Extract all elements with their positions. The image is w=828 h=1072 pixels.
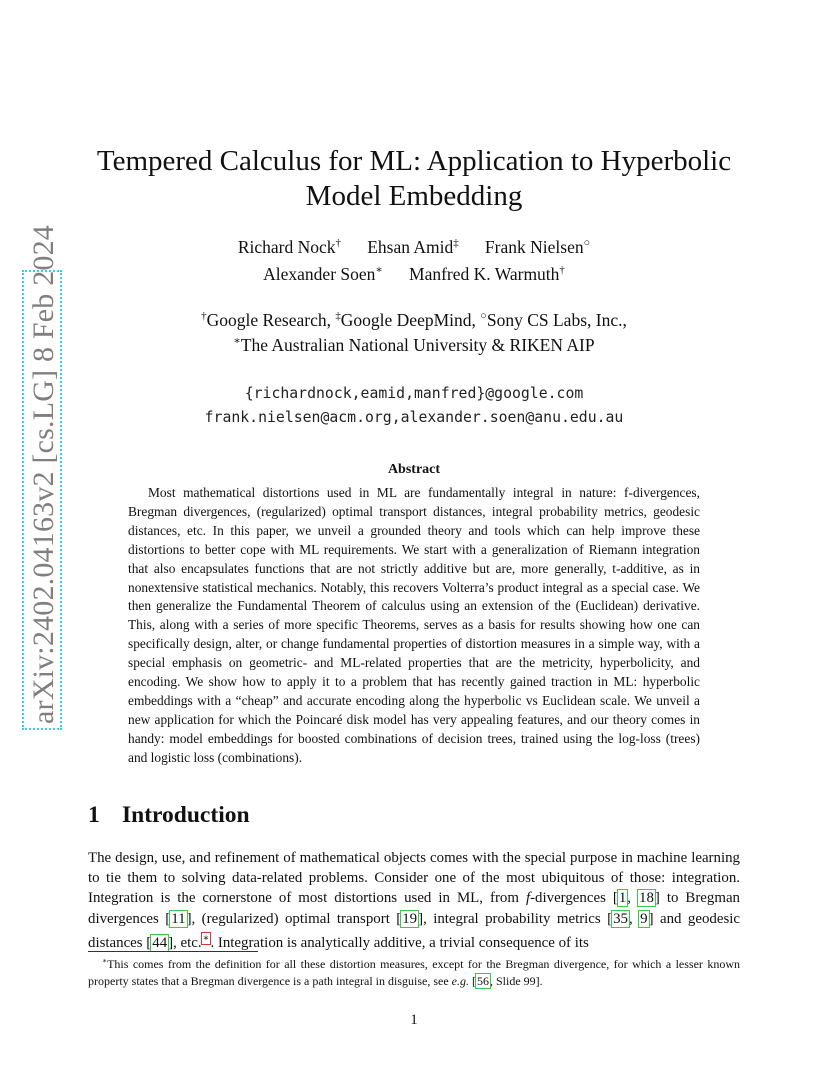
intro-text: -divergences [ xyxy=(530,890,618,907)
affiliations xyxy=(80,308,748,358)
affiliation-text: Google Research, xyxy=(206,310,336,330)
citation-link[interactable]: 1 xyxy=(618,890,627,907)
affiliation-mark: ∗ xyxy=(233,335,241,348)
author-name: Richard Nock xyxy=(237,237,336,257)
section-heading xyxy=(88,802,250,829)
arxiv-identifier[interactable]: arXiv:2402.04163v2 [cs.LG] 8 Feb 2024 xyxy=(22,270,62,730)
intro-text: ], integral probability metrics [ xyxy=(418,910,613,927)
introduction-paragraph: The design, use, and refinement of mathematical objects comes with the special purpose in machine learning to tie them to solving data-related problems. Consider one of the most ubiquitous of those: integration. Integration is the cornerstone of most distortions used in ML, from f-divergences [1, 18] to Bregman divergences [11], (regularized) optimal transport [19], integral probability metrics [35, 9] and geodesic distances [44], etc.∗. Integration is analytically additive, a trivial consequence of its xyxy=(88,850,740,951)
footnote-text: [ xyxy=(469,974,476,988)
footnote-eg: e.g. xyxy=(451,974,469,988)
author-name: Manfred K. Warmuth xyxy=(409,264,560,284)
author-emails xyxy=(80,382,748,430)
citation-link[interactable]: 9 xyxy=(640,910,648,927)
author-mark: ‡ xyxy=(453,237,459,250)
paper-title xyxy=(80,144,748,214)
author-name: Alexander Soen xyxy=(263,264,376,284)
arxiv-sidebar xyxy=(18,224,60,730)
section-number: 1 xyxy=(88,802,100,828)
affiliation-text: The Australian National University & RIKEN AIP xyxy=(240,335,595,355)
citation-link[interactable]: 18 xyxy=(639,890,654,907)
intro-text: . Integration is analytically additive, a trivial consequence of its xyxy=(210,934,589,951)
author-name: Ehsan Amid xyxy=(367,237,454,257)
citation-link[interactable]: 11 xyxy=(171,910,186,927)
abstract-heading: Abstract xyxy=(387,462,441,477)
citation-link[interactable]: 19 xyxy=(402,910,418,927)
footnote-link[interactable]: ∗ xyxy=(202,932,210,944)
intro-text: ], (regularized) optimal transport [ xyxy=(186,910,402,927)
intro-text: ] and geodesic distances [ xyxy=(88,910,740,951)
footnote xyxy=(88,956,740,990)
intro-text: ], etc. xyxy=(168,934,202,951)
abstract-body xyxy=(128,484,700,768)
footnote-text: , Slide 99]. xyxy=(490,974,543,988)
affiliation-mark: † xyxy=(201,310,207,323)
email-line-1[interactable]: {richardnock,eamid,manfred}@google.com xyxy=(244,385,584,402)
affiliation-line-2 xyxy=(80,333,748,358)
abstract-text: Most mathematical distortions used in ML are fundamentally integral in nature: f-divergences, Bregman divergences, (regularized) optimal transport distances, integral probability metrics, geodesic distances, etc. In this paper, we unveil a grounded theory and tools which can help improve these distortions to better cope with ML requirements. We start with a generalization of Riemann integration that also encapsulates functions that are not strictly additive but are, more generally, t-additive, as in nonextensive statistical mechanics. Notably, this recovers Volterra’s product integral as a special case. We then generalize the Fundamental Theorem of calculus using an extension of the (Euclidean) derivative. This, along with a series of more specific Theorems, serves as a basis for results showing how one can specifically design, alter, or change fundamental properties of distortion measures in a simple way, with a special emphasis on geometric- and ML-related properties that are the metricity, hyperbolicity, and encoding. We show how to apply it to a problem that has recently gained traction in ML: hyperbolic embeddings with a “cheap” and accurate encoding along the hyperbolic vs Euclidean scale. We unveil a new application for which the Poincaré disk model has very appealing features, and our theory comes in handy: model embeddings for boosted combinations of decision trees, trained using the log-loss (trees) and logistic loss (combinations). xyxy=(128,485,700,765)
author-name: Frank Nielsen xyxy=(484,237,584,257)
author-mark: ∗ xyxy=(375,264,383,277)
title-line-1: Tempered Calculus for ML: Application to Hyperbolic xyxy=(96,145,732,177)
author-line-2 xyxy=(80,261,748,288)
intro-text: ] to Bregman divergences [ xyxy=(88,890,740,927)
section-title: Introduction xyxy=(122,802,250,828)
footnote-mark: ∗ xyxy=(102,956,108,965)
affiliation-text: Google DeepMind, xyxy=(340,310,481,330)
author-mark: † xyxy=(559,264,565,277)
intro-math-f: f xyxy=(525,890,531,907)
title-line-2: Model Embedding xyxy=(305,180,523,212)
affiliation-mark: ○ xyxy=(480,310,487,323)
author-list xyxy=(80,234,748,288)
page-number: 1 xyxy=(410,1012,418,1028)
citation-link[interactable]: 35 xyxy=(613,910,628,927)
affiliation-line-1 xyxy=(80,308,748,333)
author-mark: ○ xyxy=(583,237,591,250)
citation-link[interactable]: 44 xyxy=(152,934,168,951)
email-line-2[interactable]: frank.nielsen@acm.org,alexander.soen@anu.edu.au xyxy=(204,409,624,426)
author-mark: † xyxy=(335,237,341,250)
citation-link[interactable]: 56 xyxy=(477,974,489,988)
intro-text: The design, use, and refinement of mathematical objects comes with the special purpose in machine learning to tie them to solving data-related problems. Consider one of the most ubiquitous of those: integration. Integration is the cornerstone of most distortions used in ML, from xyxy=(88,850,740,907)
affiliation-mark: ‡ xyxy=(335,310,341,323)
footnote-text: This comes from the definition for all these distortion measures, except for the Bregman divergence, for which a lesser known property states that a Bregman divergence is a path integral in disguise, see xyxy=(88,957,740,988)
footnote-rule xyxy=(88,951,258,952)
affiliation-text: Sony CS Labs, Inc., xyxy=(486,310,627,330)
author-line-1 xyxy=(80,234,748,261)
